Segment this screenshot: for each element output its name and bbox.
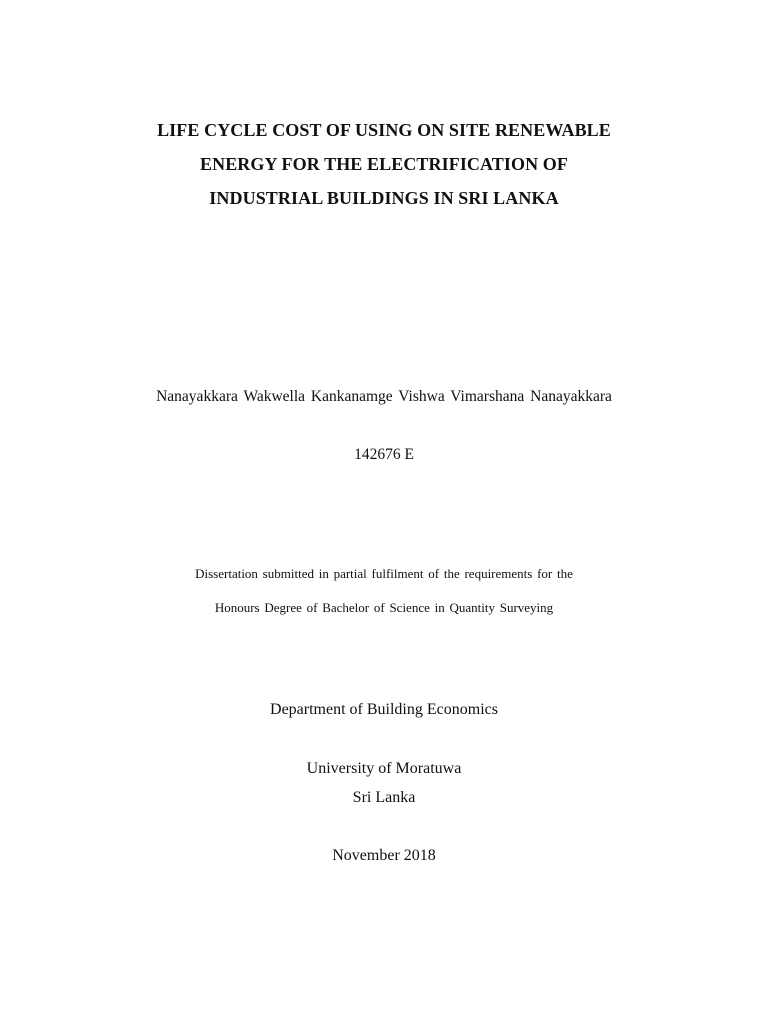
registration-number: 142676 E bbox=[354, 446, 414, 463]
country-name: Sri Lanka bbox=[352, 789, 416, 806]
submission-statement-line-1: Dissertation submitted in partial fulfilment of the requirements for the bbox=[195, 566, 573, 581]
submission-date: November 2018 bbox=[332, 847, 436, 864]
university-name: University of Moratuwa bbox=[306, 760, 462, 777]
thesis-title-line-3: INDUSTRIAL BUILDINGS IN SRI LANKA bbox=[209, 188, 559, 208]
thesis-title-line-2: ENERGY FOR THE ELECTRIFICATION OF bbox=[199, 154, 569, 174]
thesis-title-line-1: LIFE CYCLE COST OF USING ON SITE RENEWABLE bbox=[157, 120, 611, 140]
author-name: Nanayakkara Wakwella Kankanamge Vishwa Vimarshana Nanayakkara bbox=[156, 388, 612, 405]
submission-statement-line-2: Honours Degree of Bachelor of Science in Quantity Surveying bbox=[214, 600, 554, 615]
department-name: Department of Building Economics bbox=[270, 701, 498, 718]
